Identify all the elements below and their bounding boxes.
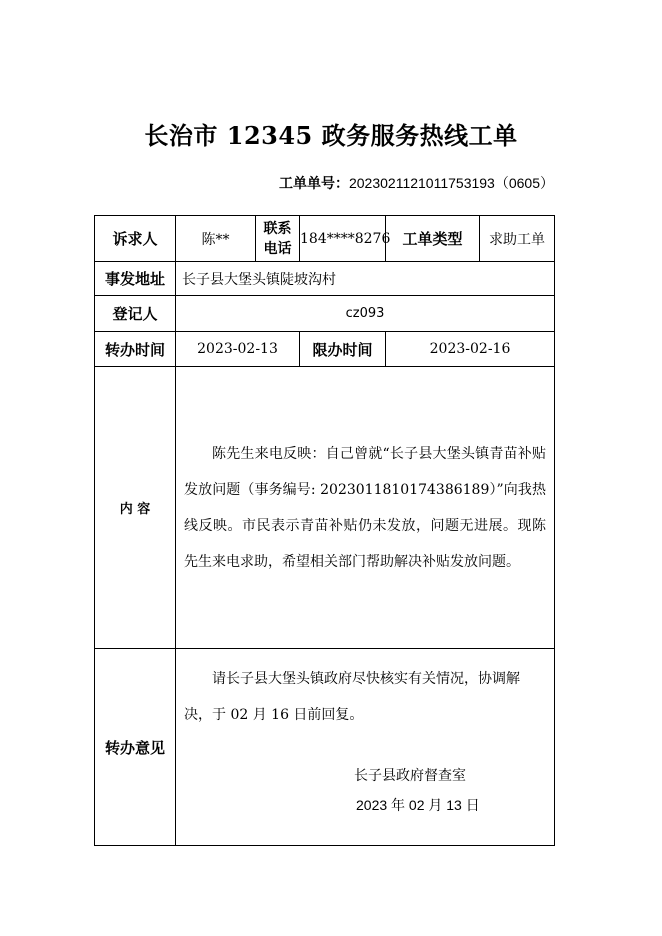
registrar-label: 登记人 <box>95 296 176 332</box>
phone-value: 184****8276 <box>300 216 386 262</box>
phone-label: 联系电话 <box>256 216 300 262</box>
table-row <box>95 262 555 296</box>
registrar-value: cz093 <box>176 296 555 332</box>
table-row <box>95 216 555 262</box>
content-cell <box>176 367 555 649</box>
address-value: 长子县大堡头镇陡坡沟村 <box>176 262 555 296</box>
order-type-label: 工单类型 <box>386 216 480 262</box>
deadline-label: 限办时间 <box>300 332 386 367</box>
content-text: 陈先生来电反映：自己曾就“长子县大堡头镇青苗补贴发放问题（事务编号: 2023011810174386189）”向我热线反映。市民表示青苗补贴仍未发放，问题无进展。现陈先生来电求助，希望相关部门帮助解决补贴发放问题。 <box>184 445 546 570</box>
transfer-time-label: 转办时间 <box>95 332 176 367</box>
address-label: 事发地址 <box>95 262 176 296</box>
petitioner-value: 陈** <box>176 216 256 262</box>
opinion-cell <box>176 649 555 846</box>
petitioner-label: 诉求人 <box>95 216 176 262</box>
table-row <box>95 367 555 649</box>
deadline-value: 2023-02-16 <box>386 332 555 367</box>
content-label: 内 容 <box>95 367 176 649</box>
opinion-date: 2023 年 02 月 13 日 <box>356 797 480 813</box>
table-row <box>95 296 555 332</box>
table-row <box>95 649 555 846</box>
opinion-label: 转办意见 <box>95 649 176 846</box>
order-number-value: 2023021121011753193（0605） <box>348 175 554 191</box>
order-type-value: 求助工单 <box>480 216 555 262</box>
table-row <box>95 332 555 367</box>
document-title: 长治市 12345 政务服务热线工单 <box>144 121 518 150</box>
order-number-label: 工单单号： <box>278 176 349 192</box>
transfer-time-value: 2023-02-13 <box>176 332 300 367</box>
opinion-signer: 长子县政府督查室 <box>354 768 466 784</box>
work-order-table <box>94 215 555 846</box>
order-number <box>279 173 554 193</box>
opinion-text: 请长子县大堡头镇政府尽快核实有关情况，协调解决，于 02 月 16 日前回复。 <box>184 671 520 723</box>
